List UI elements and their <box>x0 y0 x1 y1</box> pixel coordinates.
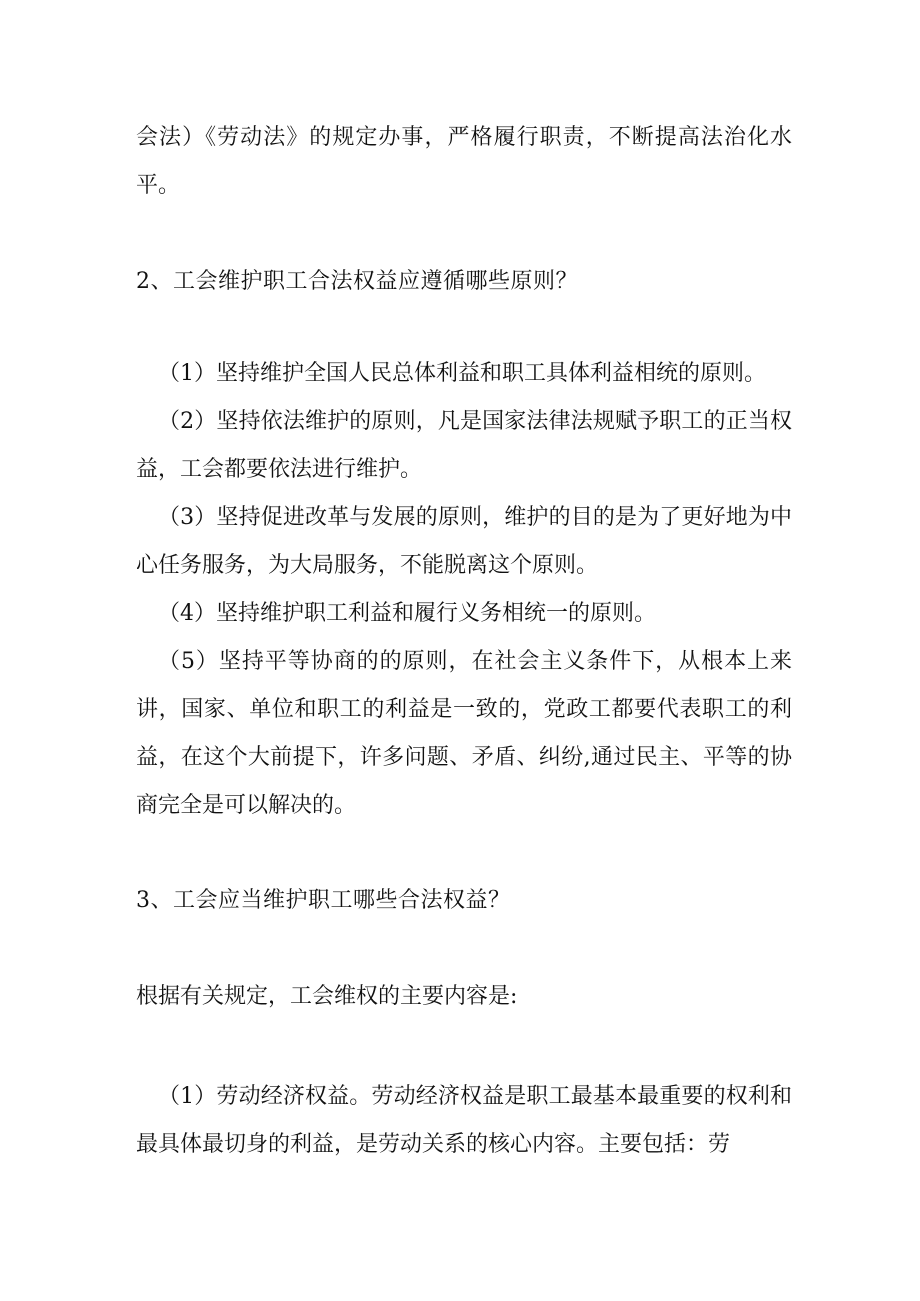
principle-item-5: （5）坚持平等协商的的原则，在社会主义条件下，从根本上来讲，国家、单位和职工的利益是一致的，党政工都要代表职工的利益，在这个大前提下，许多问题、矛盾、纠纷,通过民主、平等的协商完全是可以解决的。 <box>136 649 792 818</box>
question-heading-2: 2、工会维护职工合法权益应遵循哪些原则？ <box>136 269 578 294</box>
principle-item-4: （4）坚持维护职工利益和履行义务相统一的原则。 <box>158 601 656 626</box>
principle-item-3: （3）坚持促进改革与发展的原则，维护的目的是为了更好地为中心任务服务，为大局服务，不能脱离这个原则。 <box>136 505 792 578</box>
rights-item-1: （1）劳动经济权益。劳动经济权益是职工最基本最重要的权利和最具体最切身的利益，是劳动关系的核心内容。主要包括：劳 <box>136 1084 792 1157</box>
question-heading-3: 3、工会应当维护职工哪些合法权益？ <box>136 888 511 913</box>
intro-paragraph: 根据有关规定，工会维权的主要内容是: <box>136 984 518 1009</box>
paragraph-continuation: 会法）《劳动法》的规定办事，严格履行职责，不断提高法治化水平。 <box>136 125 792 198</box>
principle-item-2: （2）坚持依法维护的原则，凡是国家法律法规赋予职工的正当权益，工会都要依法进行维护。 <box>136 409 792 482</box>
principle-item-1: （1）坚持维护全国人民总体利益和职工具体利益相统的原则。 <box>158 361 766 386</box>
